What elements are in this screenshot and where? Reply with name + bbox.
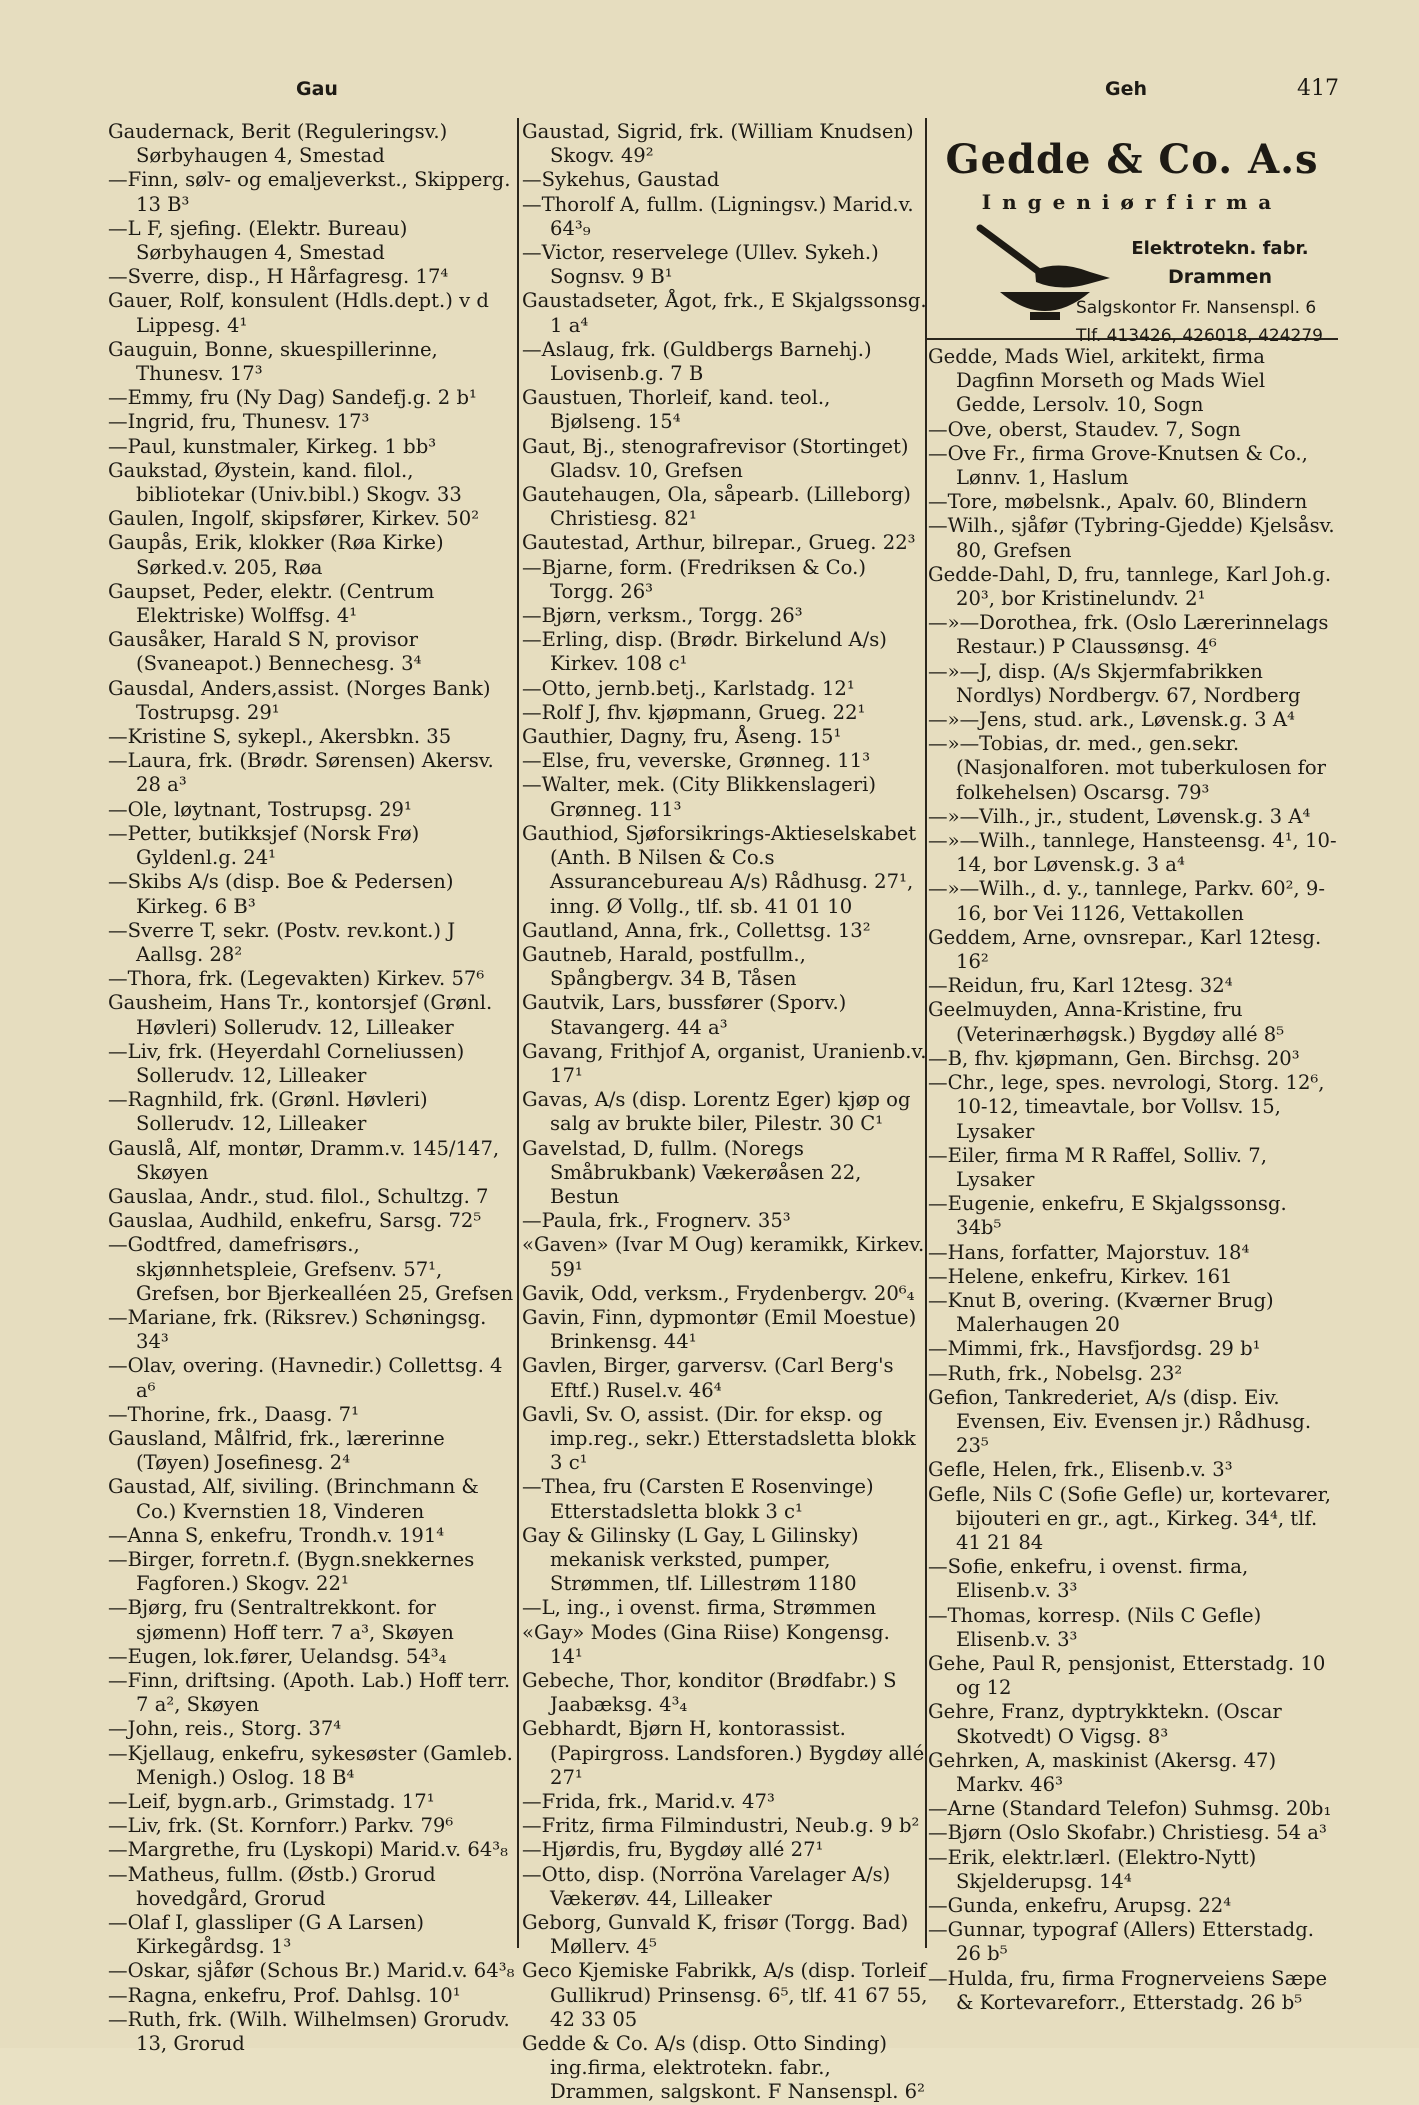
directory-entry: Gefion, Tankrederiet, A/s (disp. Eiv. Evensen, Eiv. Evensen jr.) Rådhusg. 23⁵ <box>928 1385 1312 1458</box>
directory-entry: Gausåker, Harald S N, provisor (Svaneapot.) Bennechesg. 3⁴ <box>108 628 422 676</box>
directory-entry: Gavlen, Birger, garversv. (Carl Berg's Eftf.) Rusel.v. 46⁴ <box>522 1354 894 1402</box>
directory-entry: Gauslå, Alf, montør, Dramm.v. 145/147, Skøyen <box>108 1136 500 1184</box>
directory-entry: Gauthiod, Sjøforsikrings-Aktieselskabet (Anth. B Nilsen & Co.s Assurancebureau A/s) Rådhusg. 27¹, inng. Ø Vollg., tlf. sb. 41 01 10 <box>522 821 917 918</box>
directory-entry: Gedde & Co. A/s (disp. Otto Sinding) ing.firma, elektrotekn. fabr., Drammen, salgskont. F Nansenspl. 6² <box>522 2032 925 2104</box>
directory-entry: —L F, sjefing. (Elektr. Bureau) Sørbyhaugen 4, Smestad <box>108 216 408 265</box>
directory-entry: Gaudernack, Berit (Reguleringsv.) Sørbyhaugen 4, Smestad <box>108 120 448 168</box>
directory-entry: —Olav, overing. (Havnedir.) Collettsg. 4 a⁶ <box>108 1354 503 1402</box>
directory-entry: —Bjørg, fru (Sentraltrekkont. for sjømenn) Hoff terr. 7 a³, Skøyen <box>108 1596 454 1644</box>
directory-entry: Gautneb, Harald, postfullm., Spångbergv. 34 B, Tåsen <box>522 942 806 991</box>
directory-entry: «Gay» Modes (Gina Riise) Kongensg. 14¹ <box>522 1620 890 1668</box>
directory-entry: —John, reis., Storg. 37⁴ <box>108 1717 342 1741</box>
directory-entry: Gausdal, Anders,assist. (Norges Bank) Tostrupsg. 29¹ <box>108 676 491 724</box>
directory-entry: —Hulda, fru, firma Frognerveiens Sæpe & Kortevareforr., Etterstadg. 26 b⁵ <box>928 1966 1328 2014</box>
directory-entry: —»—Wilh., d. y., tannlege, Parkv. 60², 9-16, bor Vei 1126, Vettakollen <box>928 877 1325 925</box>
directory-entry: Geddem, Arne, ovnsrepar., Karl 12tesg. 16² <box>928 925 1322 974</box>
directory-entry: Gaustuen, Thorleif, kand. teol., Bjølseng. 15⁴ <box>522 386 831 434</box>
directory-entry: —»—Tobias, dr. med., gen.sekr. (Nasjonalforen. mot tuberkulosen for folkehelsen) Oscarsg. 79³ <box>928 732 1326 804</box>
directory-entry: Gauslaa, Audhild, enkefru, Sarsg. 72⁵ <box>108 1209 482 1233</box>
directory-entry: Gaupset, Peder, elektr. (Centrum Elektriske) Wolffsg. 4¹ <box>108 579 435 628</box>
directory-entry: Geelmuyden, Anna-Kristine, fru (Veterinærhøgsk.) Bygdøy allé 8⁵ <box>928 998 1285 1046</box>
directory-entry: —Liv, frk. (Heyerdahl Corneliussen) Sollerudv. 12, Lilleaker <box>108 1039 465 1087</box>
directory-entry: —Thora, frk. (Legevakten) Kirkev. 57⁶ <box>108 967 485 991</box>
directory-entry: Gehe, Paul R, pensjonist, Etterstadg. 10 og 12 <box>928 1651 1326 1700</box>
directory-entry: —»—Vilh., jr., student, Løvensk.g. 3 A⁴ <box>928 804 1311 828</box>
directory-entry: —Oskar, sjåfør (Schous Br.) Marid.v. 64³₈ <box>108 1959 515 1983</box>
directory-entry: Gehrken, A, maskinist (Akersg. 47) Markv. 46³ <box>928 1748 1277 1796</box>
directory-entry: Gaustadseter, Ågot, frk., E Skjalgssonsg. 1 a⁴ <box>522 289 927 337</box>
directory-entry: —Thorine, frk., Daasg. 7¹ <box>108 1402 360 1426</box>
directory-entry: —Rolf J, fhv. kjøpmann, Grueg. 22¹ <box>522 700 866 724</box>
directory-entry: —Hjørdis, fru, Bygdøy allé 27¹ <box>522 1838 824 1862</box>
directory-entry: —Eugen, lok.fører, Uelandsg. 54³₄ <box>108 1644 447 1668</box>
directory-entry: —Margrethe, fru (Lyskopi) Marid.v. 64³₈ <box>108 1838 508 1862</box>
directory-entry: —Victor, reservelege (Ullev. Sykeh.) Sognsv. 9 B¹ <box>522 241 879 289</box>
directory-entry: —Laura, frk. (Brødr. Sørensen) Akersv. 28 a³ <box>108 749 494 797</box>
directory-entry: Gavas, A/s (disp. Lorentz Eger) kjøp og salg av brukte biler, Pilestr. 30 C¹ <box>522 1088 911 1136</box>
directory-entry: Gebhardt, Bjørn H, kontorassist. (Papirgross. Landsforen.) Bygdøy allé 27¹ <box>522 1717 925 1789</box>
directory-entry: —Otto, disp. (Norröna Varelager A/s) Vækerøv. 44, Lilleaker <box>522 1862 891 1910</box>
directory-entry: Gefle, Helen, frk., Elisenb.v. 3³ <box>928 1458 1233 1482</box>
directory-entry: —Wilh., sjåfør (Tybring-Gjedde) Kjelsåsv. 80, Grefsen <box>928 514 1335 562</box>
directory-entry: —Helene, enkefru, Kirkev. 161 <box>928 1264 1233 1288</box>
page-header <box>0 78 1419 108</box>
directory-entry: —Mariane, frk. (Riksrev.) Schøningsg. 34³ <box>108 1305 487 1354</box>
column-1 <box>108 120 516 2056</box>
directory-entry: Gauthier, Dagny, fru, Åseng. 15¹ <box>522 725 842 749</box>
directory-entry: —Hans, forfatter, Majorstuv. 18⁴ <box>928 1240 1250 1264</box>
directory-entry: —Matheus, fullm. (Østb.) Grorud hovedgård, Grorud <box>108 1862 436 1910</box>
ad-subtitle: Ingeniørfirma <box>981 190 1283 214</box>
directory-entry: Gehre, Franz, dyptrykktekn. (Oscar Skotvedt) O Vigsg. 8³ <box>928 1700 1282 1748</box>
ad-line-4: Tlf. 413426, 426018, 424279 <box>1076 326 1323 346</box>
directory-entry: —Erik, elektr.lærl. (Elektro-Nytt) Skjelderupsg. 14⁴ <box>928 1845 1257 1893</box>
directory-entry: Gauguin, Bonne, skuespillerinne, Thunesv. 17³ <box>108 337 438 386</box>
directory-entry: —Skibs A/s (disp. Boe & Pedersen) Kirkeg. 6 B³ <box>108 870 454 918</box>
right-guide-word: Geh <box>1105 78 1148 100</box>
directory-entry: Gaut, Bj., stenografrevisor (Stortinget) Gladsv. 10, Grefsen <box>522 434 909 482</box>
gedde-advertisement <box>926 128 1338 346</box>
directory-entry: —Birger, forretn.f. (Bygn.snekkernes Fagforen.) Skogv. 22¹ <box>108 1547 475 1596</box>
ad-line-2: Drammen <box>1168 266 1272 288</box>
page-number: 417 <box>1297 76 1339 101</box>
directory-entry: —Ove Fr., firma Grove-Knutsen & Co., Lønnv. 1, Haslum <box>928 441 1308 490</box>
directory-entry: —Chr., lege, spes. nevrologi, Storg. 12⁶, 10-12, timeavtale, bor Vollsv. 15, Lysaker <box>928 1071 1325 1143</box>
directory-entry: Gaupås, Erik, klokker (Røa Kirke) Sørked.v. 205, Røa <box>108 531 444 579</box>
directory-entry: —Aslaug, frk. (Guldbergs Barnehj.) Lovisenb.g. 7 B <box>522 337 872 386</box>
directory-entry: —Reidun, fru, Karl 12tesg. 32⁴ <box>928 974 1233 998</box>
directory-entry: —Kjellaug, enkefru, sykesøster (Gamleb. Menigh.) Oslog. 18 B⁴ <box>108 1741 513 1789</box>
directory-entry: Gautvik, Lars, bussfører (Sporv.) Stavangerg. 44 a³ <box>522 991 847 1039</box>
directory-entry: —Arne (Standard Telefon) Suhmsg. 20b₁ <box>928 1797 1332 1821</box>
directory-entry: —»—Dorothea, frk. (Oslo Lærerinnelags Restaur.) P Claussønsg. 4⁶ <box>928 611 1329 659</box>
directory-entry: —Ruth, frk. (Wilh. Wilhelmsen) Grorudv. 13, Grorud <box>108 2007 510 2056</box>
directory-entry: Gavli, Sv. O, assist. (Dir. for eksp. og imp.reg., sekr.) Etterstadsletta blokk 3 c¹ <box>522 1402 916 1475</box>
directory-entry: —Thorolf A, fullm. (Ligningsv.) Marid.v. 64³₉ <box>522 192 914 240</box>
directory-entry: Gefle, Nils C (Sofie Gefle) ur, kortevarer, bijouteri en gr., agt., Kirkeg. 34⁴, tlf. 41 21 84 <box>928 1482 1332 1554</box>
directory-entry: Gauer, Rolf, konsulent (Hdls.dept.) v d Lippesg. 4¹ <box>108 289 489 337</box>
directory-entry: «Gaven» (Ivar M Oug) keramikk, Kirkev. 59¹ <box>522 1233 925 1281</box>
directory-entry: —Fritz, firma Filmindustri, Neub.g. 9 b² <box>522 1814 920 1838</box>
directory-entry: Gausheim, Hans Tr., kontorsjef (Grønl. Høvleri) Sollerudv. 12, Lilleaker <box>108 991 493 1039</box>
directory-entry: Gavelstad, D, fullm. (Noregs Småbrukbank) Vækerøåsen 22, Bestun <box>522 1136 862 1208</box>
directory-entry: —Bjørn (Oslo Skofabr.) Christiesg. 54 a³ <box>928 1821 1327 1845</box>
directory-entry: Gausland, Målfrid, frk., lærerinne (Tøyen) Josefinesg. 2⁴ <box>108 1426 445 1475</box>
directory-entry: —Anna S, enkefru, Trondh.v. 191⁴ <box>108 1523 445 1547</box>
directory-entry: —Paula, frk., Frognerv. 35³ <box>522 1209 791 1233</box>
directory-entry: —Eugenie, enkefru, E Skjalgssonsg. 34b⁵ <box>928 1192 1287 1240</box>
directory-entry: —Thea, fru (Carsten E Rosenvinge) Etterstadsletta blokk 3 c¹ <box>522 1475 874 1523</box>
directory-entry: Gautestad, Arthur, bilrepar., Grueg. 22³ <box>522 531 916 555</box>
directory-entry: —Liv, frk. (St. Kornforr.) Parkv. 79⁶ <box>108 1814 454 1838</box>
directory-entry: —Bjørn, verksm., Torgg. 26³ <box>522 604 803 628</box>
ad-line-1: Elektrotekn. fabr. <box>1131 238 1309 259</box>
directory-entry: Gebeche, Thor, konditor (Brødfabr.) S Jaabæksg. 4³₄ <box>522 1669 897 1717</box>
directory-entry: —L, ing., i ovenst. firma, Strømmen <box>522 1596 877 1620</box>
directory-entry: —Finn, sølv- og emaljeverkst., Skipperg. 13 B³ <box>108 168 511 216</box>
directory-entry: Gaustad, Sigrid, frk. (William Knudsen) Skogv. 49² <box>522 120 914 168</box>
directory-entry: —Else, fru, veverske, Grønneg. 11³ <box>522 749 871 773</box>
directory-entry: —Gunnar, typograf (Allers) Etterstadg. 26 b⁵ <box>928 1918 1314 1966</box>
directory-entry: —Ragna, enkefru, Prof. Dahlsg. 10¹ <box>108 1983 461 2007</box>
directory-entry: —Ragnhild, frk. (Grønl. Høvleri) Sollerudv. 12, Lilleaker <box>108 1088 428 1136</box>
directory-entry: Gedde-Dahl, D, fru, tannlege, Karl Joh.g. 20³, bor Kristinelundv. 2¹ <box>928 562 1332 611</box>
directory-entry: Gavang, Frithjof A, organist, Uranienb.v. 17¹ <box>522 1039 927 1087</box>
directory-entry: —»—J, disp. (A/s Skjermfabrikken Nordlys) Nordbergv. 67, Nordberg <box>928 659 1301 707</box>
directory-entry: —»—Wilh., tannlege, Hansteensg. 4¹, 10-14, bor Løvensk.g. 3 a⁴ <box>928 829 1337 877</box>
directory-entry: —Kristine S, sykepl., Akersbkn. 35 <box>108 725 452 749</box>
directory-entry: Gedde, Mads Wiel, arkitekt, firma Dagfinn Morseth og Mads Wiel Gedde, Lersolv. 10, Sogn <box>928 345 1266 417</box>
directory-entry: —Leif, bygn.arb., Grimstadg. 17¹ <box>108 1790 435 1814</box>
directory-entry: —Ole, løytnant, Tostrupsg. 29¹ <box>108 797 412 821</box>
directory-entry: —Ove, oberst, Staudev. 7, Sogn <box>928 417 1241 441</box>
directory-entry: —Sverre T, sekr. (Postv. rev.kont.) J Aallsg. 28² <box>108 918 456 966</box>
ad-line-3: Salgskontor Fr. Nansenspl. 6 <box>1076 298 1317 318</box>
directory-entry: —Gunda, enkefru, Arupsg. 22⁴ <box>928 1894 1232 1917</box>
directory-entry: —Paul, kunstmaler, Kirkeg. 1 bb³ <box>108 434 437 458</box>
directory-entry: Gauslaa, Andr., stud. filol., Schultzg. 7 <box>108 1184 489 1208</box>
directory-entry: Gay & Gilinsky (L Gay, L Gilinsky) mekanisk verksted, pumper, Strømmen, tlf. Lillestrøm 1180 <box>522 1523 859 1596</box>
directory-entry: —Olaf I, glassliper (G A Larsen) Kirkegårdsg. 1³ <box>108 1911 425 1959</box>
directory-entry: Gaukstad, Øystein, kand. filol., bibliotekar (Univ.bibl.) Skogv. 33 <box>108 458 462 507</box>
directory-entry: Gautehaugen, Ola, såpearb. (Lilleborg) Christiesg. 82¹ <box>522 483 911 531</box>
directory-entry: —Petter, butikksjef (Norsk Frø) Gyldenl.g. 24¹ <box>108 821 420 870</box>
directory-entry: Geco Kjemiske Fabrikk, A/s (disp. Torleif Gullikrud) Prinsensg. 6⁵, tlf. 41 67 55, 42 33 05 <box>522 1959 928 2031</box>
directory-entry: —Finn, driftsing. (Apoth. Lab.) Hoff terr. 7 a², Skøyen <box>108 1669 511 1717</box>
directory-entry: —Ingrid, fru, Thunesv. 17³ <box>108 410 370 434</box>
column-3 <box>928 345 1338 2015</box>
directory-entry: —Emmy, fru (Ny Dag) Sandefj.g. 2 b¹ <box>108 386 477 410</box>
directory-entry: Gaustad, Alf, siviling. (Brinchmann & Co.) Kvernstien 18, Vinderen <box>108 1475 479 1523</box>
directory-entry: —Tore, møbelsnk., Apalv. 60, Blindern <box>928 490 1308 514</box>
column-rule-left <box>517 118 519 1948</box>
directory-entry: Geborg, Gunvald K, frisør (Torgg. Bad) Møllerv. 4⁵ <box>522 1911 909 1959</box>
directory-entry: —Frida, frk., Marid.v. 47³ <box>522 1790 775 1814</box>
directory-entry: —Bjarne, form. (Fredriksen & Co.) Torgg. 26³ <box>522 555 866 603</box>
column-2 <box>522 120 928 2105</box>
directory-entry: —Sverre, disp., H Hårfagresg. 17⁴ <box>108 265 449 289</box>
directory-entry: —Thomas, korresp. (Nils C Gefle) Elisenb.v. 3³ <box>928 1603 1262 1651</box>
directory-entry: Gautland, Anna, frk., Collettsg. 13² <box>522 918 871 942</box>
directory-entry: —»—Jens, stud. ark., Løvensk.g. 3 A⁴ <box>928 708 1295 732</box>
directory-entry: —Sykehus, Gaustad <box>522 168 720 192</box>
directory-entry: —Knut B, overing. (Kværner Brug) Malerhaugen 20 <box>928 1288 1274 1337</box>
directory-entry: —Erling, disp. (Brødr. Birkelund A/s) Kirkev. 108 c¹ <box>522 628 887 676</box>
directory-entry: —Ruth, frk., Nobelsg. 23² <box>928 1361 1183 1385</box>
ad-title: Gedde & Co. A.s <box>945 136 1319 183</box>
directory-entry: —Mimmi, frk., Havsfjordsg. 29 b¹ <box>928 1337 1261 1361</box>
directory-entry: —Walter, mek. (City Blikkenslageri) Grønneg. 11³ <box>522 773 877 821</box>
directory-entry: —Eiler, firma M R Raffel, Solliv. 7, Lysaker <box>928 1143 1267 1191</box>
directory-entry: —Sofie, enkefru, i ovenst. firma, Elisenb.v. 3³ <box>928 1555 1249 1603</box>
directory-entry: Gaulen, Ingolf, skipsfører, Kirkev. 50² <box>108 507 480 531</box>
directory-entry: —Godtfred, damefrisørs., skjønnhetspleie, Grefsenv. 57¹, Grefsen, bor Bjerkealléen 25, Grefsen <box>108 1233 514 1305</box>
directory-entry: —Otto, jernb.betj., Karlstadg. 12¹ <box>522 676 855 700</box>
directory-entry: —B, fhv. kjøpmann, Gen. Birchsg. 20³ <box>928 1046 1300 1070</box>
left-guide-word: Gau <box>296 78 338 100</box>
directory-entry: Gavin, Finn, dypmontør (Emil Moestue) Brinkensg. 44¹ <box>522 1305 917 1354</box>
directory-entry: Gavik, Odd, verksm., Frydenbergv. 20⁶₄ <box>522 1281 915 1305</box>
